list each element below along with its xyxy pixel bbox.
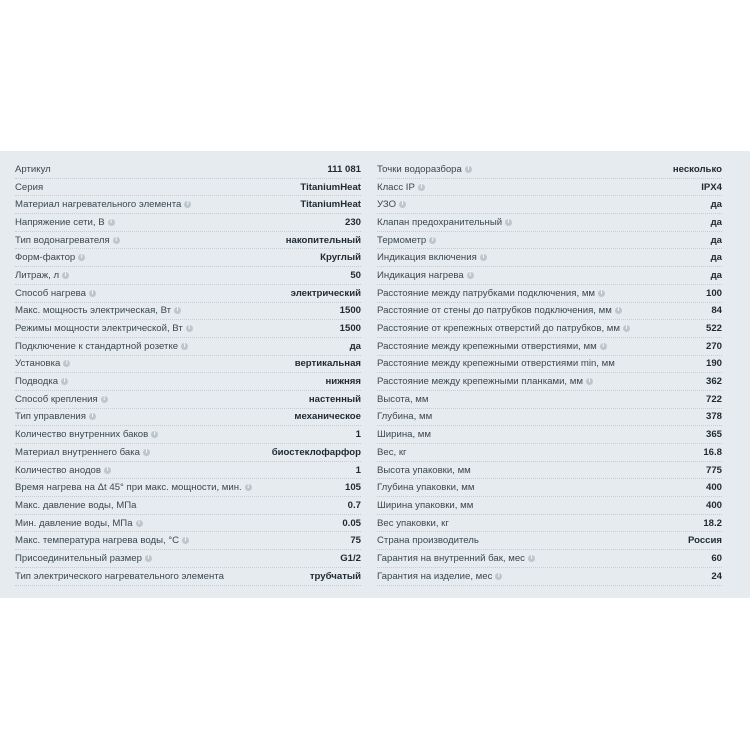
spec-row bbox=[377, 497, 722, 515]
spec-label-text: Макс. температура нагрева воды, °С bbox=[15, 535, 180, 547]
info-icon[interactable]: i bbox=[143, 449, 150, 456]
spec-label-text: Индикация включения bbox=[377, 252, 477, 264]
spec-label-text: Количество анодов bbox=[15, 464, 101, 476]
spec-label bbox=[15, 571, 224, 582]
spec-row bbox=[15, 532, 361, 550]
spec-value: да bbox=[707, 252, 722, 263]
spec-label-text: Время нагрева на Δt 45° при макс. мощности, мин. bbox=[15, 482, 242, 494]
spec-label-text: Вес упаковки, кг bbox=[377, 517, 449, 529]
spec-label-text: Ширина упаковки, мм bbox=[377, 499, 474, 511]
info-icon[interactable]: i bbox=[615, 307, 622, 314]
spec-label bbox=[15, 394, 108, 405]
spec-label bbox=[15, 376, 68, 387]
spec-value: G1/2 bbox=[336, 553, 361, 564]
spec-label-text: Материал нагревательного элемента bbox=[15, 199, 182, 211]
spec-row bbox=[377, 232, 722, 250]
spec-label-text: Ширина, мм bbox=[377, 429, 432, 441]
spec-value: механическое bbox=[290, 411, 361, 422]
spec-row bbox=[15, 179, 361, 197]
spec-value: 400 bbox=[702, 500, 722, 511]
spec-label-text: Форм-фактор bbox=[15, 252, 76, 264]
info-icon[interactable]: i bbox=[181, 343, 188, 350]
spec-row bbox=[15, 267, 361, 285]
spec-label-text: Серия bbox=[15, 181, 44, 193]
spec-value: накопительный bbox=[282, 235, 361, 246]
spec-value: 362 bbox=[702, 376, 722, 387]
spec-label bbox=[377, 217, 512, 228]
spec-label-text: Класс IP bbox=[377, 181, 415, 193]
spec-row bbox=[377, 444, 722, 462]
info-icon[interactable]: i bbox=[418, 184, 425, 191]
info-icon[interactable]: i bbox=[186, 325, 193, 332]
spec-row bbox=[15, 373, 361, 391]
spec-value: 0.7 bbox=[344, 500, 361, 511]
spec-label bbox=[377, 465, 471, 476]
spec-value: 270 bbox=[702, 341, 722, 352]
spec-label-text: Макс. мощность электрическая, Вт bbox=[15, 305, 172, 317]
spec-label bbox=[377, 429, 431, 440]
spec-value: да bbox=[707, 217, 722, 228]
spec-label bbox=[377, 288, 605, 299]
spec-value: 100 bbox=[702, 288, 722, 299]
spec-label bbox=[377, 447, 407, 458]
spec-value: электрический bbox=[287, 288, 361, 299]
spec-row bbox=[377, 249, 722, 267]
spec-row bbox=[377, 285, 722, 303]
info-icon[interactable]: i bbox=[113, 237, 120, 244]
spec-row bbox=[15, 161, 361, 179]
info-icon[interactable]: i bbox=[598, 290, 605, 297]
spec-value: вертикальная bbox=[291, 358, 361, 369]
info-icon[interactable]: i bbox=[78, 254, 85, 261]
info-icon[interactable]: i bbox=[89, 413, 96, 420]
spec-label bbox=[377, 323, 630, 334]
spec-label-text: Расстояние между крепежными планками, мм bbox=[377, 376, 583, 388]
spec-label-text: Страна производитель bbox=[377, 535, 479, 547]
spec-label-text: УЗО bbox=[377, 199, 397, 211]
spec-value: 18.2 bbox=[699, 518, 722, 529]
spec-row bbox=[15, 497, 361, 515]
spec-label bbox=[377, 164, 472, 175]
spec-label-text: Подключение к стандартной розетке bbox=[15, 340, 179, 352]
spec-row bbox=[377, 568, 722, 586]
spec-label bbox=[377, 553, 535, 564]
spec-label bbox=[377, 235, 436, 246]
spec-label bbox=[15, 429, 158, 440]
spec-label bbox=[15, 341, 188, 352]
spec-row bbox=[15, 356, 361, 374]
info-icon[interactable]: i bbox=[89, 290, 96, 297]
spec-label bbox=[15, 270, 69, 281]
info-icon[interactable]: i bbox=[182, 537, 189, 544]
spec-value: 400 bbox=[702, 482, 722, 493]
spec-value: 50 bbox=[346, 270, 361, 281]
spec-value: 84 bbox=[707, 305, 722, 316]
spec-label-text: Тип водонагревателя bbox=[15, 234, 110, 246]
spec-label-text: Способ нагрева bbox=[15, 287, 86, 299]
spec-label-text: Артикул bbox=[15, 163, 51, 175]
spec-label-text: Макс. давление воды, МПа bbox=[15, 499, 137, 511]
spec-label-text: Расстояние от стены до патрубков подключения, мм bbox=[377, 305, 612, 317]
info-icon[interactable]: i bbox=[429, 237, 436, 244]
info-icon[interactable]: i bbox=[495, 573, 502, 580]
spec-value: 111 081 bbox=[323, 164, 361, 175]
spec-row bbox=[377, 214, 722, 232]
spec-value: 16.8 bbox=[699, 447, 722, 458]
spec-label bbox=[377, 518, 449, 529]
spec-value: да bbox=[707, 199, 722, 210]
spec-row bbox=[15, 409, 361, 427]
info-icon[interactable]: i bbox=[61, 378, 68, 385]
spec-label-text: Мин. давление воды, МПа bbox=[15, 517, 133, 529]
spec-label bbox=[15, 465, 111, 476]
info-icon[interactable]: i bbox=[62, 272, 69, 279]
spec-value: 230 bbox=[341, 217, 361, 228]
spec-label bbox=[15, 288, 96, 299]
spec-row bbox=[15, 426, 361, 444]
spec-label-text: Количество внутренних баков bbox=[15, 429, 149, 441]
info-icon[interactable]: i bbox=[399, 201, 406, 208]
spec-label bbox=[15, 535, 189, 546]
spec-label-text: Высота, мм bbox=[377, 393, 429, 405]
spec-label bbox=[377, 571, 502, 582]
spec-value: 24 bbox=[707, 571, 722, 582]
spec-label bbox=[15, 518, 143, 529]
spec-label bbox=[377, 199, 406, 210]
spec-value: 378 bbox=[702, 411, 722, 422]
info-icon[interactable]: i bbox=[104, 467, 111, 474]
spec-label bbox=[377, 394, 428, 405]
spec-label-text: Клапан предохранительный bbox=[377, 216, 503, 228]
spec-row bbox=[377, 532, 722, 550]
specs-panel bbox=[0, 151, 750, 598]
spec-row bbox=[377, 515, 722, 533]
spec-label bbox=[377, 358, 615, 369]
spec-value: 775 bbox=[702, 465, 722, 476]
spec-label-text: Индикация нагрева bbox=[377, 269, 464, 281]
spec-row bbox=[15, 285, 361, 303]
spec-row bbox=[377, 320, 722, 338]
specs-column-right bbox=[377, 161, 722, 586]
spec-row bbox=[15, 196, 361, 214]
spec-value: трубчатый bbox=[306, 571, 361, 582]
info-icon[interactable]: i bbox=[63, 360, 70, 367]
spec-label-text: Расстояние между крепежными отверстиями min, мм bbox=[377, 358, 615, 370]
spec-label-text: Расстояние между крепежными отверстиями, мм bbox=[377, 340, 597, 352]
spec-row bbox=[377, 303, 722, 321]
spec-label-text: Глубина, мм bbox=[377, 411, 433, 423]
spec-value: 722 bbox=[702, 394, 722, 405]
spec-row bbox=[377, 356, 722, 374]
spec-label-text: Режимы мощности электрической, Вт bbox=[15, 323, 183, 335]
spec-label bbox=[15, 411, 96, 422]
spec-label-text: Термометр bbox=[377, 234, 427, 246]
spec-row bbox=[15, 249, 361, 267]
spec-value: TitaniumHeat bbox=[296, 182, 361, 193]
spec-label-text: Высота упаковки, мм bbox=[377, 464, 471, 476]
spec-label-text: Вес, кг bbox=[377, 446, 407, 458]
info-icon[interactable]: i bbox=[136, 520, 143, 527]
spec-value: Россия bbox=[684, 535, 722, 546]
spec-label bbox=[377, 500, 473, 511]
info-icon[interactable]: i bbox=[108, 219, 115, 226]
spec-label bbox=[15, 358, 70, 369]
spec-row bbox=[377, 462, 722, 480]
spec-label-text: Подводка bbox=[15, 376, 59, 388]
info-icon[interactable]: i bbox=[465, 166, 472, 173]
spec-value: 190 bbox=[702, 358, 722, 369]
info-icon[interactable]: i bbox=[480, 254, 487, 261]
spec-value: да bbox=[707, 270, 722, 281]
spec-label-text: Установка bbox=[15, 358, 61, 370]
info-icon[interactable]: i bbox=[184, 201, 191, 208]
spec-row bbox=[377, 550, 722, 568]
spec-label bbox=[15, 182, 43, 193]
spec-value: 1 bbox=[352, 429, 361, 440]
spec-row bbox=[15, 479, 361, 497]
spec-row bbox=[15, 515, 361, 533]
spec-label-text: Расстояние от крепежных отверстий до патрубков, мм bbox=[377, 323, 620, 335]
spec-label-text: Материал внутреннего бака bbox=[15, 446, 140, 458]
spec-row bbox=[377, 479, 722, 497]
spec-value: нижняя bbox=[322, 376, 362, 387]
spec-row bbox=[377, 373, 722, 391]
spec-label-text: Тип управления bbox=[15, 411, 86, 423]
spec-row bbox=[377, 409, 722, 427]
spec-row bbox=[15, 462, 361, 480]
spec-value: биостеклофарфор bbox=[268, 447, 361, 458]
specs-column-left bbox=[15, 161, 361, 586]
spec-value: 1500 bbox=[336, 305, 361, 316]
spec-label bbox=[377, 182, 425, 193]
spec-label bbox=[377, 252, 487, 263]
spec-label-text: Гарантия на внутренний бак, мес bbox=[377, 552, 525, 564]
spec-label bbox=[15, 252, 85, 263]
spec-row bbox=[377, 426, 722, 444]
info-icon[interactable]: i bbox=[174, 307, 181, 314]
spec-value: да bbox=[346, 341, 361, 352]
spec-label bbox=[15, 217, 115, 228]
spec-label bbox=[15, 323, 193, 334]
spec-row bbox=[377, 161, 722, 179]
spec-row bbox=[15, 232, 361, 250]
spec-row bbox=[377, 267, 722, 285]
spec-label-text: Напряжение сети, В bbox=[15, 216, 105, 228]
spec-label bbox=[377, 376, 593, 387]
spec-value: несколько bbox=[669, 164, 722, 175]
spec-value: 1 bbox=[352, 465, 361, 476]
spec-label bbox=[15, 199, 191, 210]
spec-label bbox=[15, 482, 252, 493]
spec-label bbox=[15, 500, 136, 511]
spec-label-text: Точки водоразбора bbox=[377, 163, 462, 175]
spec-value: Круглый bbox=[316, 252, 361, 263]
info-icon[interactable]: i bbox=[145, 555, 152, 562]
spec-value: да bbox=[707, 235, 722, 246]
spec-label-text: Литраж, л bbox=[15, 269, 60, 281]
spec-label-text: Глубина упаковки, мм bbox=[377, 482, 475, 494]
info-icon[interactable]: i bbox=[151, 431, 158, 438]
spec-label bbox=[377, 341, 607, 352]
spec-label bbox=[377, 305, 622, 316]
spec-label-text: Гарантия на изделие, мес bbox=[377, 570, 493, 582]
info-icon[interactable]: i bbox=[245, 484, 252, 491]
spec-label-text: Присоединительный размер bbox=[15, 552, 142, 564]
spec-value: 60 bbox=[707, 553, 722, 564]
spec-value: 0.05 bbox=[338, 518, 361, 529]
spec-row bbox=[15, 550, 361, 568]
spec-label-text: Расстояние между патрубками подключения, мм bbox=[377, 287, 596, 299]
info-icon[interactable]: i bbox=[505, 219, 512, 226]
spec-label bbox=[377, 411, 432, 422]
spec-label bbox=[15, 164, 51, 175]
spec-row bbox=[15, 303, 361, 321]
spec-label-text: Тип электрического нагревательного элемента bbox=[15, 570, 224, 582]
spec-value: 105 bbox=[341, 482, 361, 493]
spec-value: TitaniumHeat bbox=[296, 199, 361, 210]
spec-label bbox=[377, 535, 479, 546]
spec-value: 365 bbox=[702, 429, 722, 440]
info-icon[interactable]: i bbox=[600, 343, 607, 350]
spec-row bbox=[15, 214, 361, 232]
spec-row bbox=[377, 391, 722, 409]
spec-label-text: Способ крепления bbox=[15, 393, 98, 405]
spec-label bbox=[15, 447, 150, 458]
spec-label bbox=[15, 553, 152, 564]
spec-label bbox=[377, 270, 474, 281]
spec-row bbox=[15, 320, 361, 338]
spec-value: 522 bbox=[702, 323, 722, 334]
info-icon[interactable]: i bbox=[528, 555, 535, 562]
spec-row bbox=[15, 391, 361, 409]
spec-label bbox=[15, 305, 181, 316]
spec-row bbox=[15, 338, 361, 356]
spec-value: 1500 bbox=[336, 323, 361, 334]
info-icon[interactable]: i bbox=[586, 378, 593, 385]
info-icon[interactable]: i bbox=[623, 325, 630, 332]
info-icon[interactable]: i bbox=[101, 396, 108, 403]
spec-label bbox=[377, 482, 474, 493]
spec-label bbox=[15, 235, 120, 246]
spec-row bbox=[377, 179, 722, 197]
spec-row bbox=[15, 568, 361, 586]
spec-row bbox=[377, 338, 722, 356]
spec-value: 75 bbox=[346, 535, 361, 546]
spec-row bbox=[377, 196, 722, 214]
info-icon[interactable]: i bbox=[467, 272, 474, 279]
spec-value: настенный bbox=[305, 394, 361, 405]
spec-value: IPX4 bbox=[697, 182, 722, 193]
spec-row bbox=[15, 444, 361, 462]
